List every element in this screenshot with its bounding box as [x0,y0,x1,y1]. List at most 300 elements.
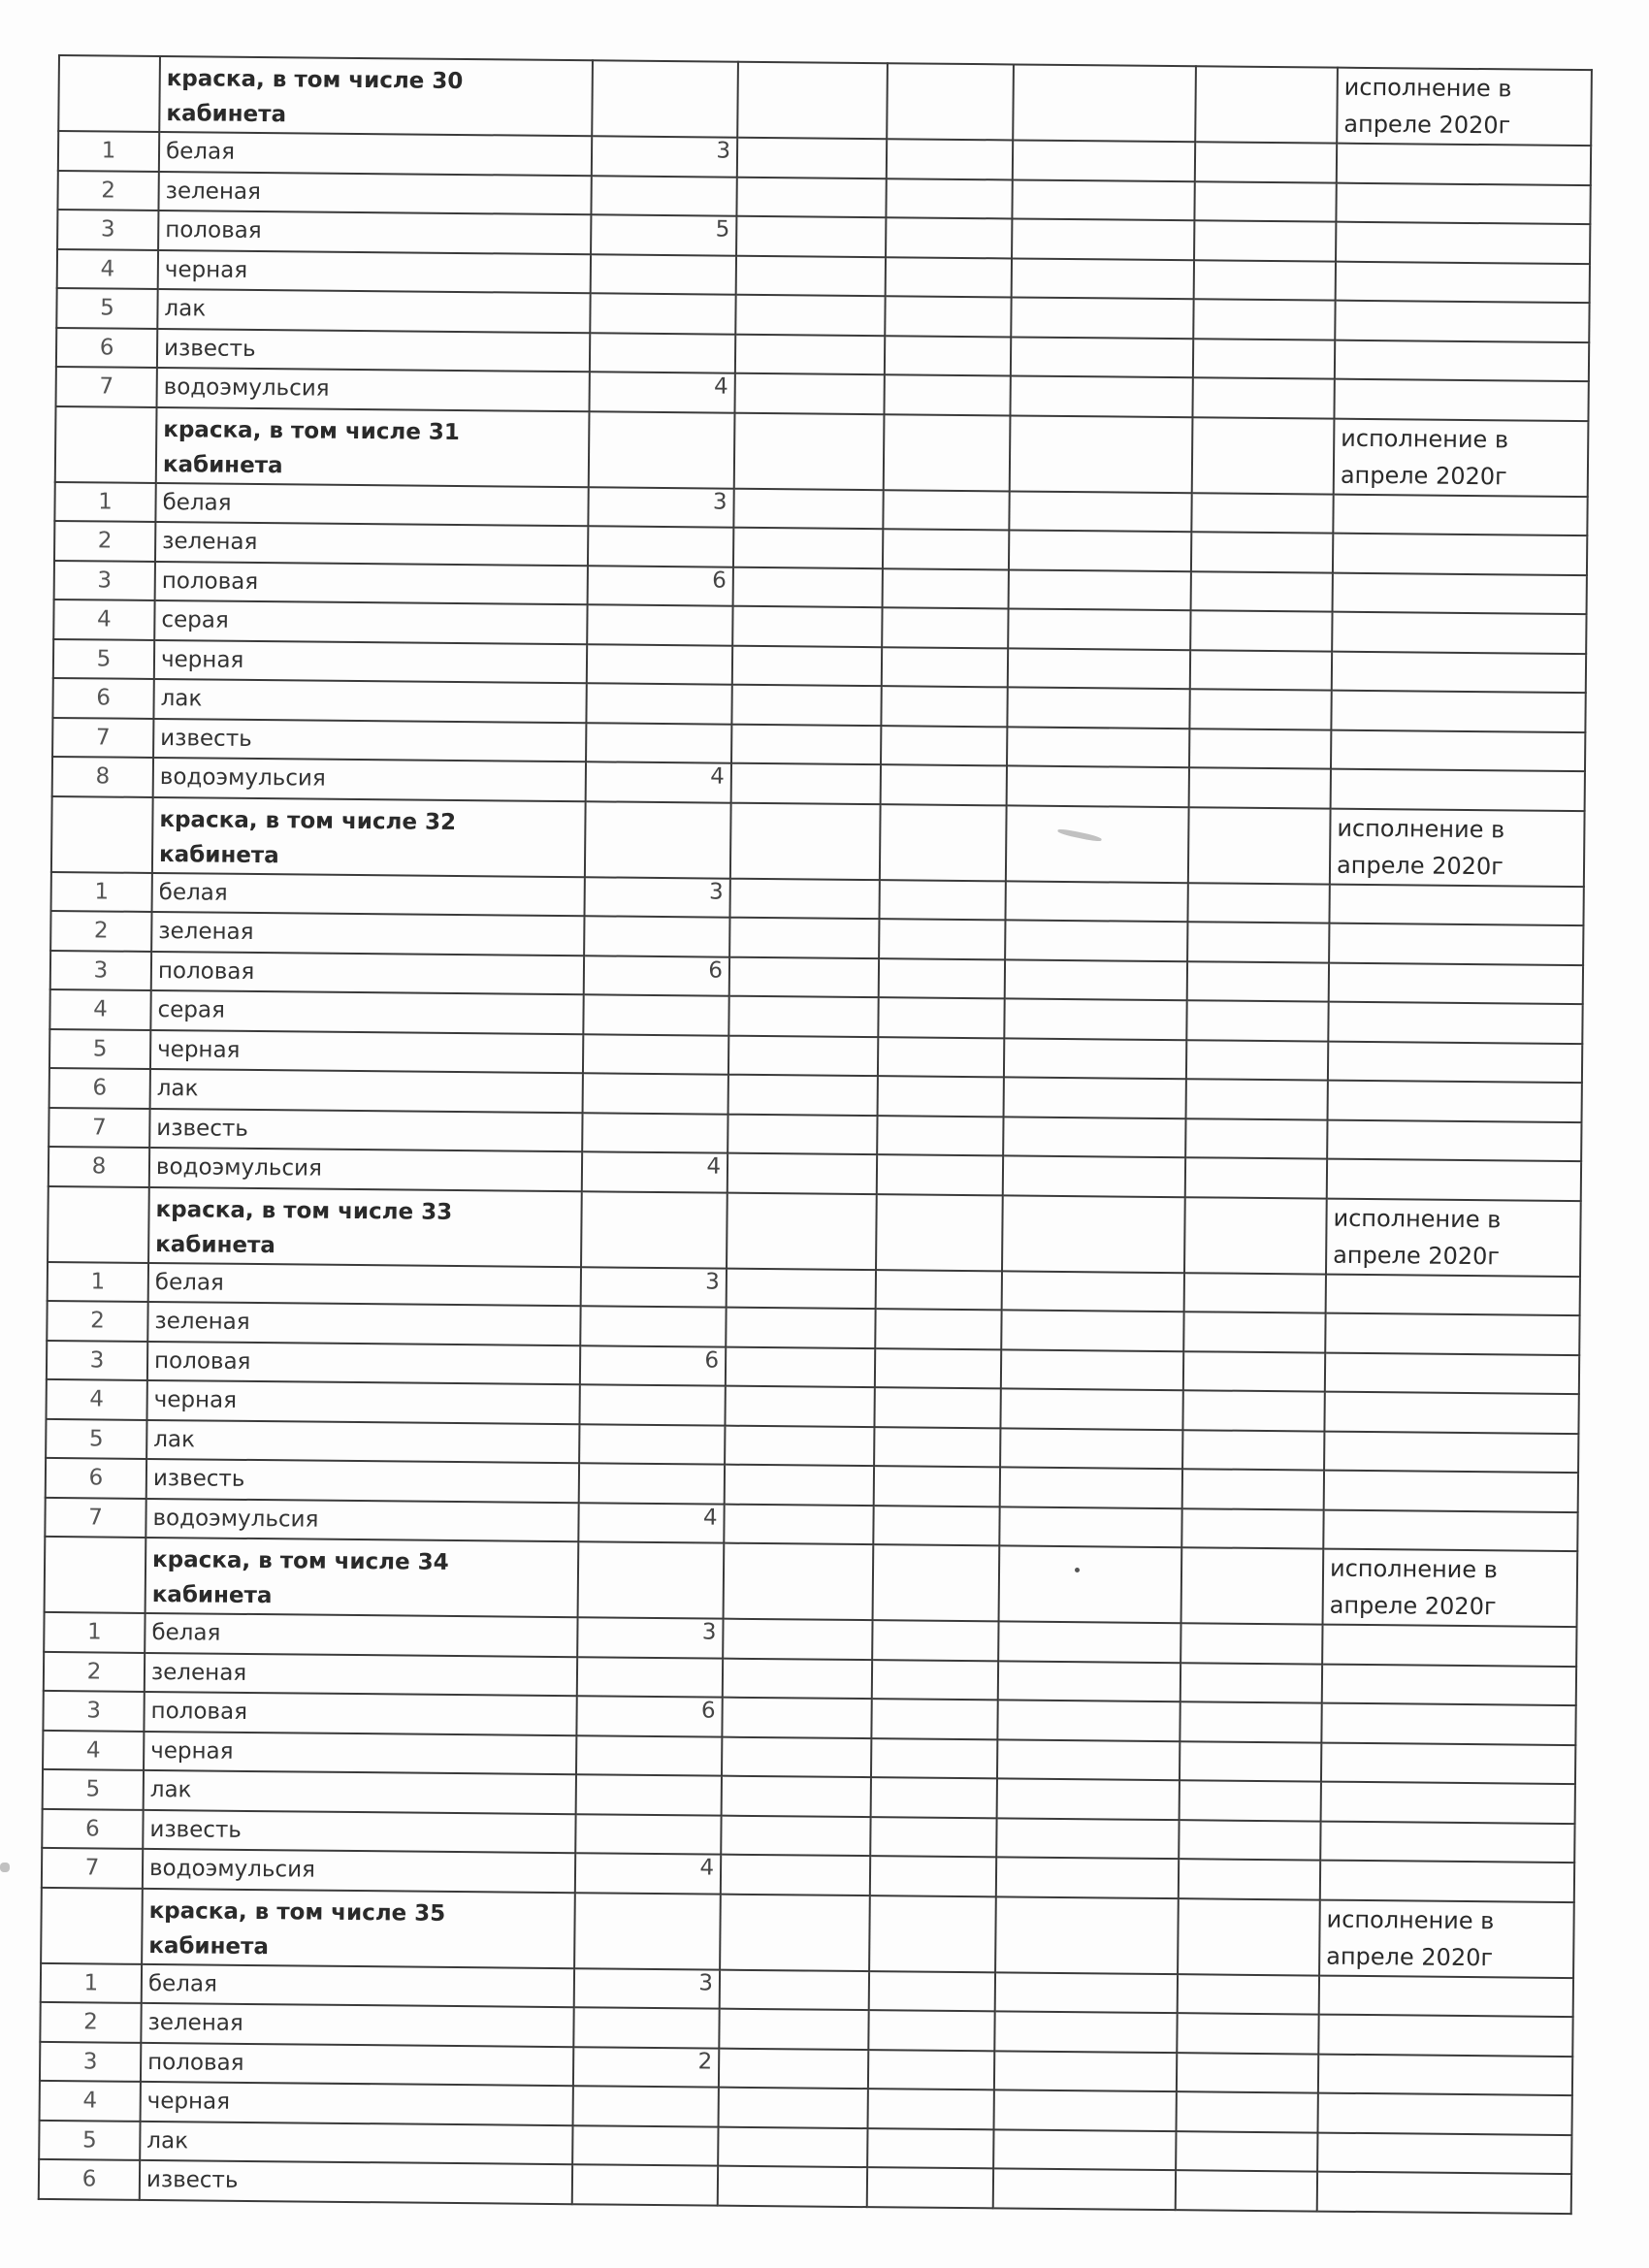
empty-cell [1193,299,1335,340]
empty-cell [1183,1351,1325,1392]
empty-cell [870,1817,996,1858]
note-cell [1318,2054,1572,2095]
section-header-row [41,1887,1574,1977]
row-number: 3 [43,1691,144,1731]
empty-cell [1010,375,1192,416]
section-title: краска, в том числе 33 кабинета [148,1186,582,1266]
empty-cell [731,724,881,764]
paint-quantity [586,723,731,763]
paint-name: известь [143,1809,575,1853]
empty-cell [1194,260,1336,301]
empty-cell [1007,687,1189,728]
empty-cell [724,1504,873,1544]
paint-name: половая [158,211,591,254]
empty-cell [737,62,888,139]
row-number: 3 [47,1340,147,1379]
empty-cell [1004,998,1186,1039]
note-cell [1329,962,1583,1004]
paint-name: известь [140,2160,572,2204]
note-cell [1334,379,1588,421]
row-number: 4 [57,249,158,289]
paint-name: черная [158,249,591,293]
row-number: 6 [39,2159,140,2199]
paint-name: зеленая [158,172,591,215]
empty-cell [1001,1349,1183,1390]
row-number: 2 [57,171,158,211]
note-cell [1331,729,1585,771]
empty-cell [1195,66,1338,143]
empty-cell [1184,1197,1327,1274]
empty-cell [869,1895,996,1972]
note-cell [1331,769,1585,811]
empty-cell [876,1194,1003,1271]
empty-cell [882,607,1008,648]
paint-quantity: 6 [588,566,733,606]
paint-quantity [587,644,732,685]
empty-cell [1009,530,1191,570]
empty-cell [733,528,883,568]
empty-cell [1191,571,1333,612]
empty-cell [1187,883,1329,923]
empty-cell [1008,608,1190,649]
paint-quantity [582,1113,728,1153]
empty-cell [1190,610,1332,651]
paint-name: белая [148,1262,581,1306]
empty-cell [871,1738,997,1779]
empty-cell [886,217,1012,258]
section-header-row [58,55,1592,146]
empty-cell [1195,142,1337,182]
row-number: 7 [42,1848,143,1888]
empty-cell [881,764,1007,805]
note-cell [1320,1861,1574,1902]
empty-cell [735,334,885,374]
row-number: 3 [50,950,151,989]
section-num-cell [45,1537,146,1613]
row-number: 5 [46,1418,146,1458]
empty-cell [736,177,886,217]
section-header-row [45,1537,1578,1627]
empty-cell [1177,2053,1318,2093]
paint-quantity: 3 [577,1617,723,1658]
empty-cell [1003,1117,1185,1157]
empty-cell [1184,1273,1326,1313]
note-cell [1335,301,1589,342]
empty-cell [885,336,1011,376]
empty-cell [881,686,1007,727]
note-cell [1336,222,1590,264]
empty-cell [998,1621,1180,1662]
empty-cell [1192,417,1335,494]
paint-name: лак [150,1069,583,1113]
section-title: краска, в том числе 31 кабинета [156,406,590,486]
empty-cell [875,1348,1001,1389]
paint-quantity [591,254,736,295]
paint-name: половая [141,2042,573,2086]
paint-quantity: 4 [582,1151,728,1192]
empty-cell [1009,491,1191,532]
empty-cell [876,1270,1002,1311]
empty-cell [1187,922,1329,962]
empty-cell [1010,415,1193,493]
empty-cell [872,1660,998,1701]
paint-name: зеленая [145,1652,577,1696]
row-number: 3 [54,560,155,599]
row-number: 6 [52,678,153,718]
paint-quantity: 3 [588,487,733,528]
note-cell [1325,1313,1579,1355]
paint-quantity [588,526,733,567]
empty-cell [730,802,881,879]
section-num-cell [55,405,157,482]
section-header-row [51,795,1585,886]
empty-cell [1182,1430,1324,1471]
empty-cell [720,1894,870,1970]
empty-cell [733,488,883,529]
paint-name: белая [159,132,592,176]
empty-cell [1188,807,1331,884]
empty-cell [728,996,878,1037]
note-cell [1331,691,1585,732]
empty-cell [1189,689,1331,729]
empty-cell [722,1776,871,1817]
empty-cell [1180,1663,1322,1703]
section-title: краска, в том числе 30 кабинета [159,56,593,136]
note-cell [1335,340,1589,381]
paint-quantity [579,1384,725,1425]
note-cell [1337,144,1591,185]
paint-name: лак [146,1419,579,1463]
empty-cell [721,1815,870,1856]
paint-quantity [586,683,731,724]
paint-quantity: 4 [586,761,731,802]
empty-cell [1189,729,1331,769]
empty-cell [1013,140,1195,180]
paint-name: черная [154,639,587,683]
empty-cell [727,1268,876,1309]
empty-cell [732,606,882,647]
empty-cell [999,1545,1182,1623]
empty-cell [731,763,881,804]
paint-quantity [575,1814,721,1855]
empty-cell [1183,1312,1325,1352]
paint-name: половая [144,1692,576,1735]
note-cell [1332,651,1586,693]
empty-cell [1002,1195,1185,1273]
note-cell [1328,1002,1582,1044]
empty-cell [1191,532,1333,572]
scanned-page [38,54,1591,2215]
paint-name: черная [141,2082,573,2125]
empty-cell [883,568,1009,609]
empty-cell [722,1698,871,1738]
empty-cell [1009,569,1191,610]
note-cell [1322,1664,1576,1705]
paint-name: известь [146,1459,579,1503]
section-note: исполнение в апреле 2020г [1334,418,1589,497]
empty-cell [722,1736,871,1777]
row-number: 4 [40,2081,141,2121]
row-number: 7 [45,1497,146,1537]
empty-cell [719,2048,868,2089]
paint-quantity [573,2007,719,2048]
empty-cell [993,2168,1176,2209]
section-title: краска, в том числе 32 кабинета [152,796,586,876]
empty-cell [872,1620,998,1661]
note-cell [1333,534,1587,575]
empty-cell [868,2010,994,2051]
empty-cell [574,1893,721,1969]
empty-cell [1186,1000,1328,1041]
empty-cell [734,412,885,489]
table-body [39,55,1592,2214]
row-number: 6 [56,327,157,367]
paint-name: серая [150,990,583,1034]
paint-quantity [572,2125,718,2166]
section-header-row [48,1185,1581,1276]
row-number: 7 [52,717,153,757]
paint-name: лак [153,679,586,723]
empty-cell [881,726,1007,766]
paint-quantity [584,916,729,956]
row-number: 3 [57,210,158,249]
empty-cell [997,1739,1180,1780]
empty-cell [723,1619,872,1660]
paint-quantity [573,2086,719,2126]
empty-cell [1193,339,1335,379]
empty-cell [735,295,885,336]
paint-name: белая [142,1963,574,2007]
row-number: 1 [51,871,152,911]
note-cell [1324,1471,1578,1512]
paint-quantity [572,2164,718,2205]
empty-cell [1192,377,1334,418]
note-cell [1336,261,1590,303]
empty-cell [1182,1469,1324,1509]
section-num-cell [58,55,160,132]
empty-cell [1013,64,1196,142]
paint-quantity [576,1735,722,1776]
paint-name: зеленая [147,1302,580,1345]
empty-cell [1004,1038,1186,1079]
note-cell [1317,2093,1571,2135]
empty-cell [870,1856,996,1896]
empty-cell [1176,2170,1317,2211]
paint-name: черная [146,1380,579,1424]
paint-quantity [591,176,736,216]
scan-edge-mark [0,1863,10,1872]
section-num-cell [51,795,153,872]
empty-cell [1012,258,1194,299]
paint-quantity: 6 [576,1696,722,1736]
row-number: 8 [48,1147,149,1186]
paint-name: зеленая [155,522,588,566]
empty-cell [1007,765,1189,806]
empty-cell [733,567,883,607]
empty-cell [877,1116,1003,1156]
empty-cell [728,1075,878,1116]
empty-cell [879,958,1005,999]
empty-cell [1194,181,1336,222]
paint-name: черная [144,1731,576,1774]
empty-cell [578,1541,725,1618]
empty-cell [997,1700,1180,1740]
empty-cell [589,411,735,488]
section-title: краска, в том числе 35 кабинета [142,1888,575,1967]
empty-cell [725,1465,874,1506]
paint-quantity: 3 [584,877,729,918]
row-number: 8 [52,757,153,796]
empty-cell [585,801,731,878]
paint-name: половая [147,1341,580,1384]
paint-name: зеленая [151,912,584,956]
empty-cell [1012,179,1194,220]
paint-quantity: 5 [591,214,736,255]
paint-quantity: 3 [581,1267,727,1308]
empty-cell [1006,805,1189,883]
empty-cell [994,2090,1177,2130]
row-number: 4 [43,1730,144,1769]
row-number: 5 [56,288,157,328]
empty-cell [592,60,738,137]
paint-quantity [580,1306,726,1346]
paint-quantity: 6 [580,1345,726,1386]
paint-quantity [590,333,735,373]
empty-cell [1185,1118,1327,1159]
paint-name: лак [144,1770,576,1814]
paint-quantity [576,1774,722,1815]
empty-cell [874,1466,1000,1507]
section-num-cell [41,1887,143,1963]
paint-name: зеленая [141,2003,573,2047]
empty-cell [999,1507,1181,1547]
note-cell [1327,1159,1581,1201]
paint-name: лак [157,289,590,333]
empty-cell [1179,1859,1320,1899]
empty-cell [729,878,879,919]
paint-name: белая [155,482,588,526]
empty-cell [1005,920,1187,960]
note-cell [1324,1431,1578,1473]
empty-cell [721,1855,870,1895]
empty-cell [1001,1310,1183,1350]
empty-cell [874,1387,1000,1428]
empty-cell [723,1658,872,1699]
note-cell [1328,1081,1582,1122]
empty-cell [993,2129,1176,2170]
row-number: 2 [44,1651,145,1691]
section-note: исполнение в апреле 2020г [1337,68,1592,146]
paint-name: белая [152,872,585,916]
section-note: исполнение в апреле 2020г [1330,808,1585,887]
empty-cell [724,1543,874,1620]
row-number: 5 [43,1769,144,1809]
empty-cell [868,2050,994,2090]
paint-name: половая [155,561,588,604]
paint-quantity [590,293,735,334]
paint-name: известь [157,328,590,372]
empty-cell [867,2128,993,2169]
empty-cell [719,2009,868,2050]
empty-cell [1182,1390,1324,1431]
section-note: исполнение в апреле 2020г [1323,1549,1578,1628]
row-number: 3 [40,2041,141,2081]
empty-cell [1180,1701,1321,1742]
empty-cell [728,1114,877,1154]
empty-cell [1181,1547,1324,1624]
empty-cell [1011,297,1193,338]
empty-cell [1179,1820,1320,1861]
empty-cell [868,2089,994,2129]
row-number: 1 [54,481,155,521]
note-cell [1333,494,1587,535]
empty-cell [996,1818,1179,1859]
empty-cell [995,1972,1178,2013]
empty-cell [1190,650,1332,691]
empty-cell [718,2126,867,2167]
empty-cell [1180,1623,1322,1664]
empty-cell [878,1076,1004,1117]
empty-cell [1012,218,1194,259]
empty-cell [1177,2091,1318,2132]
paint-quantity: 6 [584,956,729,996]
note-cell [1324,1392,1578,1434]
empty-cell [994,2011,1177,2052]
empty-cell [887,139,1013,179]
empty-cell [994,2051,1177,2091]
empty-cell [885,296,1011,337]
empty-cell [1180,1741,1321,1782]
empty-cell [887,63,1014,140]
section-note: исполнение в апреле 2020г [1319,1899,1574,1978]
empty-cell [729,918,879,958]
empty-cell [877,1154,1003,1195]
paint-quantity: 4 [589,372,734,412]
note-cell [1321,1742,1575,1784]
empty-cell [867,2167,993,2208]
empty-cell [886,178,1012,219]
note-cell [1329,884,1583,925]
note-cell [1321,1782,1575,1824]
empty-cell [720,1969,869,2010]
paint-quantity: 2 [573,2047,719,2088]
empty-cell [878,1037,1004,1078]
row-number: 4 [49,989,150,1029]
section-title: краска, в том числе 34 кабинета [146,1538,579,1617]
row-number: 1 [58,131,159,171]
empty-cell [726,1308,875,1348]
empty-cell [1186,1040,1328,1081]
empty-cell [997,1778,1180,1819]
row-number: 6 [42,1808,143,1848]
empty-cell [998,1661,1180,1701]
empty-cell [879,880,1005,921]
empty-cell [1180,1780,1321,1821]
empty-cell [1000,1428,1182,1469]
empty-cell [1000,1467,1182,1507]
empty-cell [1000,1388,1182,1429]
section-note: исполнение в апреле 2020г [1326,1198,1581,1277]
row-number: 5 [49,1028,150,1068]
empty-cell [581,1191,728,1268]
empty-cell [1003,1155,1185,1196]
empty-cell [725,1425,874,1466]
empty-cell [882,647,1008,688]
paint-quantity [583,1034,728,1075]
note-cell [1321,1703,1575,1745]
empty-cell [718,2166,867,2207]
empty-cell [871,1699,997,1739]
